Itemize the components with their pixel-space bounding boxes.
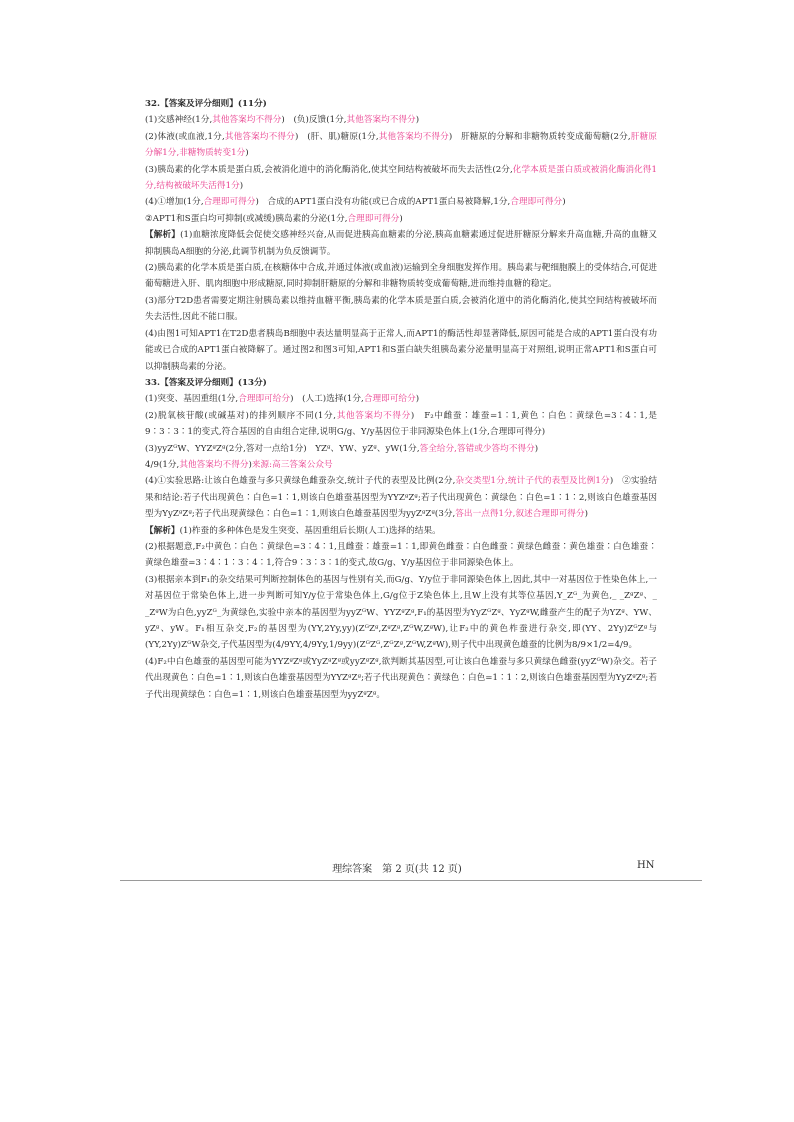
q33-analysis-1 [145,523,657,539]
q32-analysis-1 [145,227,657,260]
scoring-note: 化学本质是蛋白质或被消化酶消化得1分,结构被破坏失活得1分 [145,164,657,192]
scoring-note: 其他答案均不得分 [224,131,295,142]
text: ) 肝糖原的分解和非糖物质转变成葡萄糖(2分, [448,131,631,142]
q32-answer-5 [145,211,657,227]
q32-analysis-4: (4)由图1可知APT1在T2D患者胰岛B细胞中表达量明显高于正常人,而APT1的酶活性却显著降低,原因可能是合成的APT1蛋白没有功能或已合成的APT1蛋白被降解了。通过图2和图3可知,APT1和S蛋白缺失组胰岛素分泌量明显高于对照组,说明正常APT1和S蛋白可以抑制胰岛素的分泌。 [145,328,657,372]
text: 4/9(1分, [145,459,180,470]
text: (1)柞蚕的多种体色是发生突变、基因重组后长期(人工)选择的结果。 [179,525,441,536]
text: ) [415,115,420,126]
scoring-note: 其他答案均不得分 [212,115,282,126]
q32-analysis-2: (2)胰岛素的化学本质是蛋白质,在核糖体中合成,并通过体液(或血液)运输到全身细胞发挥作用。胰岛素与靶细胞膜上的受体结合,可促进葡萄糖进入肝、肌肉细胞中形成糖原,同时抑制肝糖原的分解和非糖物质转变成葡萄糖,进而维持血糖的稳定。 [145,263,657,290]
text: ) F₂中雌蚕∶雄蚕=1∶1,黄色∶白色∶黄绿色=3∶4∶1,是9∶3∶3∶1的变式,符合基因的自由组合定律,说明G/g、Y/y基因位于非同源染色体上(1分,合理即可得分) [145,410,657,438]
text: ) [248,459,252,470]
text: ) (肝、肌)糖原(1分, [294,131,379,142]
q33-answer-2 [145,408,657,441]
text: (4)①增加(1分, [145,197,204,208]
text: (1)突变、基因重组(1分, [145,394,239,405]
scoring-note: 合理即可给分 [238,394,291,405]
q33-answer-1 [145,391,657,407]
page-number: 理综答案 第 2 页(共 12 页) [332,864,462,875]
text: ) ②实验结果和结论:若子代出现黄色∶白色=1∶1,则该白色雄蚕基因型为YYZᵍZᵍ;若子代出现黄色∶黄绿色∶白色=1∶1∶2,则该白色雄蚕基因型为YyZᵍZᵍ;若子代出现黄绿色∶白色=1∶1,则该白色雄蚕基因型为yyZᵍZᵍ(3分, [145,476,657,520]
text: ) [562,197,566,208]
text: ) (人工)选择(1分, [290,394,364,405]
region-code: HN [637,860,655,871]
scoring-note: 肝糖原分解1分,非糖物质转变1分 [145,131,658,159]
text: (4)①实验思路:让该白色雄蚕与多只黄绿色雌蚕杂交,统计子代的表型及比例(2分, [145,476,456,487]
analysis-label: 【解析】 [145,230,181,241]
q32-answer-1 [145,112,657,128]
text: (1)血糖浓度降低会促使交感神经兴奋,从而促进胰高血糖素的分泌,胰高血糖素通过促进肝糖原分解来升高血糖,升高的血糖又抑制胰岛A细胞的分泌,此调节机制为负反馈调节。 [145,230,657,257]
scoring-note: 答出一点得1分,叙述合理即可得分 [455,509,585,520]
text: ) [245,148,249,159]
q33-header: 33.【答案及评分细则】(13分) [145,377,267,388]
text: ) [239,181,244,192]
q33-analysis-3: (3)根据亲本到F₁的杂交结果可判断控制体色的基因与性别有关,而G/g、Y/y位于非同源染色体上,因此,其中一对基因位于性染色体上,一对基因位于常染色体上,进一步判断可知Y/y位于常染色体上,G/g位于Z染色体上,且W上没有其等位基因,Y_Zᴳ_为黄色,_ _ZᵍZᵍ、_ _ZᵍW为白色,yyZᴳ_为黄绿色,实验中亲本的基因型为yyZᴳW、YYZᵍZᵍ,F₁的基因型为YyZᴳZᵍ、YyZᵍW,雌蚕产生的配子为YZᵍ、YW、yZᵍ、yW。F₁相互杂交,F₂的基因型为(YY,2Yy,yy)(ZᴳZᵍ,ZᵍZᵍ,ZᴳW,ZᵍW),让F₂中的黄色柞蚕进行杂交,即(YY、2Yy)ZᴳZᵍ与(YY,2Yy)ZᴳW杂交,子代基因型为(4/9YY,4/9Yy,1/9yy)(ZᴳZᴳ,ZᴳZᵍ,ZᴳW,ZᵍW),则子代中出现黄色雄蚕的比例为8/9×1/2=4/9。 [145,574,657,651]
q32-analysis-3: (3)部分T2D患者需要定期注射胰岛素以维持血糖平衡,胰岛素的化学本质是蛋白质,会被消化道中的消化酶消化,使其空间结构被破坏而失去活性,因此不能口服。 [145,295,657,323]
scoring-note: 杂交类型1分,统计子代的表型及比例1分 [455,476,610,487]
scoring-note: 其他答案均不得分 [179,459,249,470]
text: ) 合成的APT1蛋白没有功能(或已合成的APT1蛋白易被降解,1分, [255,197,511,208]
q32-answer-3 [145,162,657,195]
scoring-note: 其他答案均不得分 [346,115,416,126]
text: (2)脱氧核苷酸(或碱基对)的排列顺序不同(1分, [145,410,337,421]
q32-header: 32.【答案及评分细则】(11分) [145,99,267,109]
q32-answer-2 [145,129,657,162]
text: ) [534,443,539,454]
text: (3)胰岛素的化学本质是蛋白质,会被消化道中的消化酶消化,使其空间结构被破坏而失去活性(2分, [145,164,513,175]
text: ②APT1和S蛋白均可抑制(或减缓)胰岛素的分泌(1分, [145,213,348,224]
scoring-note: 答全给分,答错或少答均不得分 [419,443,535,454]
q33-analysis-4: (4)F₂中白色雄蚕的基因型可能为YYZᵍZᵍ或YyZᵍZᵍ或yyZᵍZᵍ,欲判断其基因型,可让该白色雄蚕与多只黄绿色雌蚕(yyZᴳW)杂交。若子代出现黄色∶白色=1∶1,则该白色雄蚕基因型为YYZᵍZᵍ;若子代出现黄色∶黄绿色∶白色=1∶1∶2,则该白色雄蚕基因型为YyZᵍZᵍ;若子代出现黄绿色∶白色=1∶1,则该白色雄蚕基因型为yyZᵍZᵍ。 [145,656,657,700]
q33-answer-5 [145,473,657,522]
footer-divider [120,880,702,881]
text: ) [584,509,588,520]
scoring-note: 其他答案均不得分 [336,410,411,421]
scoring-note: 合理即可得分 [203,197,256,208]
scoring-note: 合理即可给分 [363,394,416,405]
scoring-note: 其他答案均不得分 [378,131,449,142]
text: ) [399,213,403,224]
scoring-note: 合理即可得分 [347,213,400,224]
q33-answer-3 [145,441,657,457]
text: ) [415,394,420,405]
scoring-note: 合理即可得分 [510,197,563,208]
analysis-label: 【解析】 [145,525,180,536]
source-note: 来源:高三答案公众号 [251,459,333,470]
q32-answer-4 [145,194,657,210]
text: ) (负)反馈(1分, [281,115,347,126]
text: (1)交感神经(1分, [145,115,213,126]
answer-page [145,96,657,703]
q33-answer-4 [145,457,657,473]
text: (2)体液(或血液,1分, [145,131,225,142]
q33-analysis-2: (2)根据题意,F₂中黄色∶白色∶黄绿色=3∶4∶1,且雌蚕∶雄蚕=1∶1,即黄色雌蚕∶白色雌蚕∶黄绿色雌蚕∶黄色雄蚕∶白色雄蚕∶黄绿色雄蚕=3∶4∶1∶3∶4∶1,符合9∶3∶3∶1的变式,故G/g、Y/y基因位于非同源染色体上。 [145,541,657,569]
text: (3)yyZᴳW、YYZᵍZᵍ(2分,答对一点给1分) YZᵍ、YW、yZᵍ、yW(1分, [145,443,420,454]
